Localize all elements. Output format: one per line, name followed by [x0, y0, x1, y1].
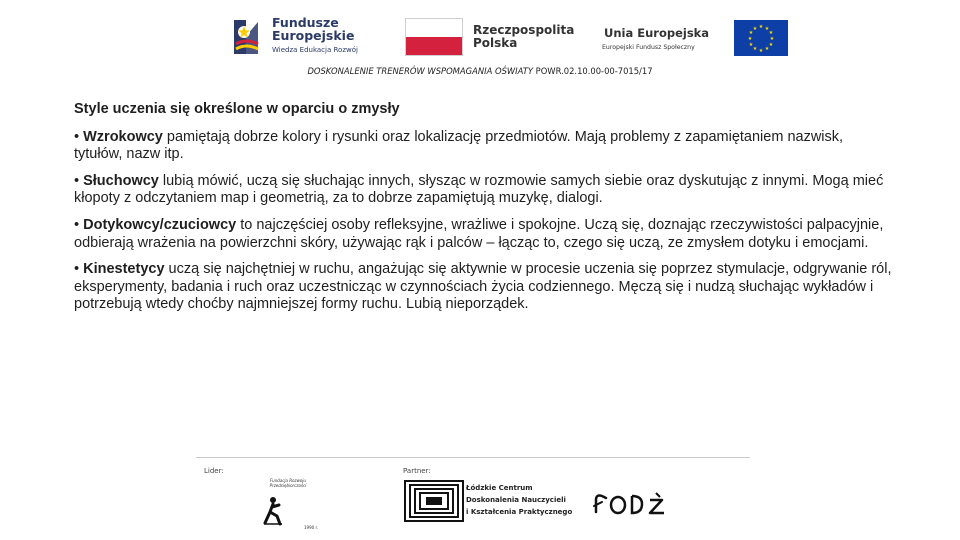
leader-org-name [260, 478, 316, 488]
bullet-term: Dotykowcy/czuciowcy [83, 216, 237, 233]
bullet-text: lubią mówić, uczą się słuchając innych, słysząc w rozmowie samych siebie oraz dyskutując z innymi. Mogą mieć kłopoty z odczytaniem map i geometrią, za to dobrze zapamiętują muzykę, dialogi. [74, 172, 884, 207]
logo-bar [230, 14, 790, 60]
footer [196, 456, 750, 536]
svg-text:★: ★ [769, 36, 775, 42]
leader-year: 1990 r. [304, 525, 318, 530]
fe-title [272, 16, 354, 42]
bullet-sluchowcy [74, 173, 894, 208]
fe-subtitle: Wiedza Edukacja Rozwój [272, 46, 358, 54]
bullet-text: to najczęściej osoby refleksyjne, wrażliwe i spokojne. Uczą się, doznając rzeczywistości palpacyjnie, odbierają wrażenia na powierzchni skóry, używając rąk i palców – łącząc to, czego się uczą, ze zmysłem dotyku i emocjami. [74, 216, 884, 251]
footer-divider [196, 457, 750, 458]
partner-name [466, 482, 572, 518]
eu-flag-icon [734, 20, 788, 56]
leader-label: Lider: [204, 467, 224, 475]
svg-text:★: ★ [768, 30, 774, 36]
project-name: DOSKONALENIE TRENERÓW WSPOMAGANIA OŚWIATY [307, 66, 533, 76]
svg-text:★: ★ [758, 24, 764, 30]
bullet-text: uczą się najchętniej w ruchu, angażując się aktywnie w procesie uczenia się poprzez stymulacje, odgrywanie ról, eksperymenty, badania i ruch oraz uczestnicząc w czynnościach życia codziennego. Męczą się i nudzą słuchając wykładów i potrzebują wtedy choćby najmniejszej formy ruchu. Lubią nieporządek. [74, 261, 892, 313]
fe-title-line2: Europejskie [272, 28, 355, 43]
bullet-text: pamiętają dobrze kolory i rysunki oraz lokalizację przedmiotów. Mają problemy z zapamiętaniem nazwisk, tytułów, nazw itp. [74, 128, 844, 163]
content-body [74, 101, 894, 323]
polish-flag-icon [405, 18, 463, 56]
leader-org-line1: Fundacja Rozwoju [270, 478, 306, 483]
bullet-dotykowcy [74, 217, 894, 252]
bullet-term: Słuchowcy [83, 172, 159, 189]
bullet-marker: • [74, 172, 84, 189]
rp-line1: Rzeczpospolita [473, 23, 575, 37]
rp-text [473, 24, 574, 50]
svg-text:★: ★ [768, 42, 774, 48]
rzeczpospolita-logo [405, 16, 580, 58]
bullet-term: Kinestetycy [83, 261, 165, 278]
bullet-wzrokowcy [74, 129, 894, 164]
svg-text:★: ★ [758, 48, 764, 54]
bullet-term: Wzrokowcy [83, 128, 163, 145]
svg-text:★: ★ [748, 30, 754, 36]
bullet-kinestetycy [74, 261, 894, 314]
lodz-city-logo-icon [592, 490, 668, 516]
bullet-marker: • [74, 216, 84, 233]
unia-europejska-logo [598, 18, 790, 58]
svg-text:★: ★ [752, 26, 758, 32]
fe-star-icon [232, 14, 262, 58]
ue-title: Unia Europejska [604, 26, 710, 40]
bullet-marker: • [74, 128, 84, 145]
walking-figure-icon [262, 496, 284, 526]
page-heading: Style uczenia się określone w oparciu o zmysły [74, 101, 400, 117]
svg-text:★: ★ [764, 46, 770, 52]
partner-label: Partner: [403, 467, 431, 475]
bullet-marker: • [74, 261, 84, 278]
rp-line2: Polska [473, 36, 518, 50]
svg-text:★: ★ [748, 42, 754, 48]
eu-stars-icon [734, 20, 788, 56]
fundusze-europejskie-logo [232, 14, 367, 60]
partner-line1: Łódzkie Centrum [466, 484, 533, 492]
project-line [0, 66, 960, 76]
fe-title-line1: Fundusze [272, 15, 339, 30]
ue-subtitle: Europejski Fundusz Społeczny [602, 44, 695, 51]
svg-text:★: ★ [752, 46, 758, 52]
svg-text:★: ★ [764, 26, 770, 32]
partner-line3: i Kształcenia Praktycznego [466, 508, 573, 516]
partner-line2: Doskonalenia Nauczycieli [466, 496, 566, 504]
partner-square-logo-icon [404, 480, 464, 522]
leader-org-line2: Przedsiębiorczości [269, 483, 307, 488]
leader-logo [258, 478, 318, 530]
project-code: POWR.02.10.00-00-7015/17 [532, 66, 653, 76]
svg-text:★: ★ [747, 36, 753, 42]
